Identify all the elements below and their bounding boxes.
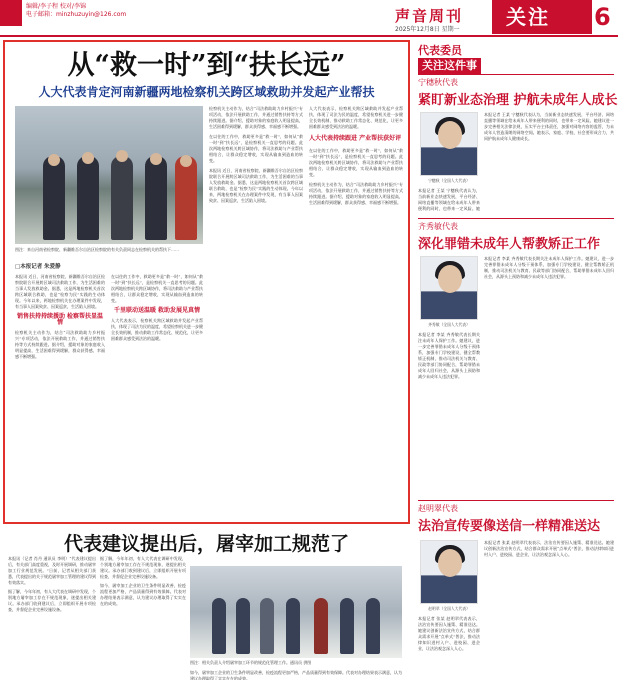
page-number: 6: [594, 3, 611, 31]
main-col-3-text-3: 本报讯 近日，河南省检察院、新疆维吾尔自治区检察院联合开展跨区域司法救助工作，为生活困难的当事人发放救助金。据悉，这是两地检察机关首次跨区域联合救助，也是“检察为民”实践的生动体现。今年以来，两地检察机关在办理案件中发现，有当事人因案致贫、因案返贫，生活陷入困境。: [209, 168, 303, 203]
main-col-3-text-2: 在以往的工作中，救助更多是“救一时”，如何从“救一时”到“扶长远”，是检察机关一直思考的问题。此次两地检察机关跨区域协作，将司法救助与产业帮扶相结合，让群众稳定增收，实现从输血到造血的转变。: [209, 134, 303, 163]
main-col-3-text: 检察机关主动作为，结合“司法救助助力乡村振兴”专项活动，依法开展救助工作，并通过销售扶持等方式持续跟进。据介绍，援助对象的家庭收入明显提高，生活困难得到缓解，群众获得感、幸福感不断增强。: [209, 106, 303, 129]
profile-2-headline: 深化罪错未成年人帮教矫正工作: [418, 237, 601, 252]
main-subhead-1: 销售扶持持续援助 检察帮扶显温情: [16, 313, 104, 326]
second-col-2: [100, 556, 186, 676]
profile-1-name: 宁穗秋代表: [418, 78, 458, 87]
divider: [418, 218, 614, 219]
main-col-4-text-2: 在以往的工作中，救助更多是“救一时”，如何从“救一时”到“扶长远”，是检察机关一直思考的问题。此次两地检察机关跨区域协作，将司法救助与产业帮扶相结合，让群众稳定增收，实现从输血到造血的转变。: [309, 148, 403, 177]
section-tag: 关注: [492, 0, 592, 34]
paper-name: 声音周刊: [395, 7, 464, 25]
profile-3-text-2: 本报记者 张某 赵明翠代表表示，法治宣传要因人施策、精准送达。她建议创新法治宣传方式，结合群众需求开展“点单式”普法，推动法律知识进村入户、进校园、进企业，让法治观念深入人心。: [418, 616, 480, 651]
main-col-4-text: 人大代表表示，检察机关跨区域救助并发起产业帮扶，体现了司法为民的温度，希望检察机关进一步健全长效机制，推动救助工作常态化、规范化，让更多困难群众感受到法治的温暖。: [309, 106, 403, 129]
main-story-photo: [15, 106, 203, 244]
profile-2-portrait: [420, 256, 478, 320]
main-col-2-text: 在以往的工作中，救助更多是“救一时”，如何从“救一时”到“扶长远”，是检察机关一直思考的问题。此次两地检察机关跨区域协作，将司法救助与产业帮扶相结合，让群众稳定增收，实现从输血到造血的转变。: [111, 274, 203, 303]
main-col-2: [111, 274, 203, 514]
issue-date: 2025年12月8日 星期一: [395, 26, 460, 33]
second-col-3: [190, 670, 402, 680]
header-red-block: [0, 0, 22, 26]
profile-1-headline: 紧盯新业态治理 护航未成年人成长: [418, 93, 618, 108]
main-story-subtitle: 人大代表肯定河南新疆两地检察机关跨区域救助并发起产业帮扶: [38, 85, 375, 99]
main-col-1: [15, 274, 105, 514]
profile-3-caption: 赵明翠（全国人大代表）: [428, 606, 470, 611]
main-photo-caption: 图注：来自河南省检察院、新疆维吾尔自治区检察院的有关负责同志在检察机关的帮扶下……: [15, 247, 179, 252]
email-line: 电子邮箱：minzhuzuyin@126.com: [26, 11, 127, 19]
main-col-2-text-2: 人大代表表示，检察机关跨区域救助并发起产业帮扶，体现了司法为民的温度，希望检察机关进一步健全长效机制，推动救助工作常态化、规范化，让更多困难群众感受到法治的温暖。: [111, 318, 203, 341]
main-subhead-2: 千里联动送温暖 救助发展见真情: [113, 307, 201, 314]
profile-3-portrait: [420, 540, 478, 604]
profile-3-text: 本报记者 张某 赵明翠代表表示，法治宣传要因人施策、精准送达。她建议创新法治宣传方式，结合群众需求开展“点单式”普法，推动法律知识进村入户、进校园、进企业，让法治观念深入人心。: [484, 540, 614, 557]
second-story-title: 代表建议提出后，屠宰加工规范了: [63, 533, 349, 555]
main-story: [3, 40, 410, 524]
profile-2-text: 本报记者 李某 齐秀敏代表长期关注未成年人保护工作。她建议，进一步完善罪错未成年人分级干预体系，加强专门学校建设，健全帮教矫正机制，推动司法机关与教育、民政等部门协同配合，帮助罪错未成年人回归社会，从源头上预防和减少未成年人违法犯罪。: [484, 256, 614, 279]
second-col-2-text-2: 如今，屠宰加工企业的卫生条件明显改善，检疫流程更加严格，产品质量得到有效保障。代表对办理结果表示满意，认为建议办理取得了实实在在的成效。: [100, 583, 186, 606]
profile-1-text-2: 本报记者 王某 宁穗秋代表认为，当前新业态快速发展，平台经济、网络直播等领域在给未成年人带来便利的同时，也带来一定风险。她: [418, 188, 480, 211]
main-col-3: [209, 106, 303, 514]
second-col-2-text: 据了解，今年年初，有人大代表在调研中发现，个别地方屠宰加工存在不规范现象，遂提出相关建议。承办部门收到建议后，立即组织开展专项检查，并督促企业完善设施设备。: [100, 556, 186, 579]
divider: [418, 500, 614, 501]
main-col-4: [309, 106, 403, 514]
main-col-4-text-3: 检察机关主动作为，结合“司法救助助力乡村振兴”专项活动，依法开展救助工作，并通过销售扶持等方式持续跟进。据介绍，援助对象的家庭收入明显提高，生活困难得到缓解，群众获得感、幸福感不断增强。: [309, 182, 403, 205]
profile-1-portrait: [420, 112, 478, 176]
editor-line: 编辑/李子程 校对/李锦: [26, 3, 86, 10]
second-col-1-text: 本报讯（记者 肖丹 通讯员 李明）“代表建议提出后，有关部门高度重视，及时开展调研，推动屠宰加工行业规范发展。”日前，记者从相关部门获悉，代表提出的关于规范屠宰加工管理的建议得到有效落实。: [8, 556, 96, 585]
main-col-1-text: 本报讯 近日，河南省检察院、新疆维吾尔自治区检察院联合开展跨区域司法救助工作，为生活困难的当事人发放救助金。据悉，这是两地检察机关首次跨区域联合救助，也是“检察为民”实践的生动体现。今年以来，两地检察机关在办理案件中发现，有当事人因案致贫、因案返贫，生活陷入困境。: [15, 274, 105, 309]
second-col-1: [8, 556, 96, 676]
right-panel: [412, 40, 618, 680]
header-rule: [0, 35, 618, 37]
profile-2-caption: 齐秀敏（全国人大代表）: [428, 322, 470, 327]
profile-3-headline: 法治宣传要像送信一样精准送达: [418, 519, 601, 534]
second-col-1-text-2: 据了解，今年年初，有人大代表在调研中发现，个别地方屠宰加工存在不规范现象，遂提出相关建议。承办部门收到建议后，立即组织开展专项检查，并督促企业完善设施设备。: [8, 589, 96, 612]
main-byline: □本报记者 朱爱静: [15, 264, 61, 270]
second-photo-caption: 图注：相关负责人介绍屠宰加工环节的规范化管理工作。通讯员 供图: [190, 660, 312, 665]
profile-1-text: 本报记者 王某 宁穗秋代表认为，当前新业态快速发展，平台经济、网络直播等领域在给未成年人带来便利的同时，也带来一定风险。她建议进一步完善相关法律法规，压实平台主体责任，加强对网络内容的监管，为未成年人营造清朗的网络空间。她表示，家庭、学校、社会要形成合力，共同护航未成年人健康成长。: [484, 112, 614, 141]
right-banner-1: 代表委员: [418, 44, 462, 57]
profile-2-name: 齐秀敏代表: [418, 222, 458, 231]
divider: [418, 74, 614, 75]
main-col-1-text-2: 检察机关主动作为，结合“司法救助助力乡村振兴”专项活动，依法开展救助工作，并通过销售扶持等方式持续跟进。据介绍，援助对象的家庭收入明显提高，生活困难得到缓解，群众获得感、幸福感不断增强。: [15, 330, 105, 359]
profile-3-name: 赵明翠代表: [418, 504, 458, 513]
main-subhead-3: 人大代表持续跟进 产业帮扶获好评: [309, 135, 402, 142]
profile-2-text-2: 本报记者 李某 齐秀敏代表长期关注未成年人保护工作。她建议，进一步完善罪错未成年人分级干预体系，加强专门学校建设，健全帮教矫正机制，推动司法机关与教育、民政等部门协同配合，帮助罪错未成年人回归社会，从源头上预防和减少未成年人违法犯罪。: [418, 332, 480, 379]
second-col-3-text: 如今，屠宰加工企业的卫生条件明显改善，检疫流程更加严格，产品质量得到有效保障。代表对办理结果表示满意，认为建议办理取得了实实在在的成效。: [190, 670, 402, 680]
right-banner-2: 关注这件事: [418, 58, 481, 75]
second-story-photo: [190, 566, 402, 658]
profile-1-caption: 宁穗秋（全国人大代表）: [428, 178, 470, 183]
main-story-title: 从“救一时”到“扶长远”: [67, 50, 346, 81]
header-meta: [26, 3, 126, 19]
